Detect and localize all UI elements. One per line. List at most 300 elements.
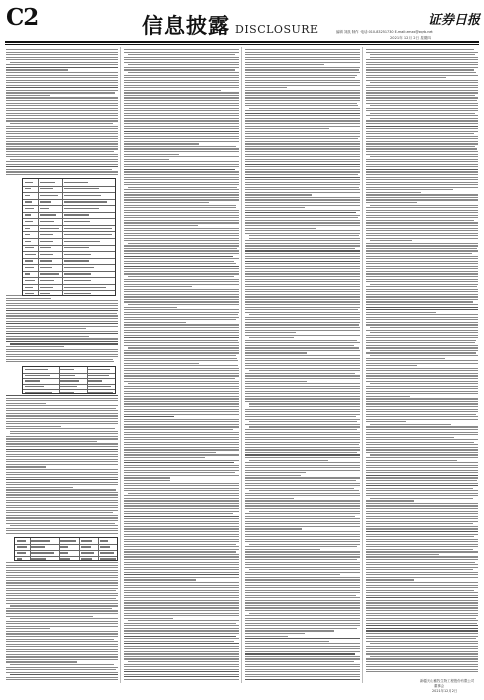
text-line — [366, 199, 478, 200]
text-line — [124, 97, 239, 98]
text-line — [6, 451, 118, 452]
text-line — [124, 439, 239, 440]
table-cell — [64, 254, 91, 255]
text-line — [366, 340, 476, 341]
text-line — [245, 80, 360, 81]
text-line — [366, 301, 473, 302]
text-line — [6, 570, 118, 571]
text-line — [6, 131, 118, 132]
table-cell — [60, 369, 73, 370]
text-line — [124, 651, 239, 652]
text-line — [124, 358, 237, 359]
text-line — [245, 327, 360, 328]
text-line — [6, 69, 68, 70]
text-line — [124, 513, 233, 514]
table-cell — [40, 247, 52, 248]
table-cell — [40, 214, 56, 215]
text-line — [245, 67, 360, 68]
text-line — [124, 146, 236, 147]
text-line — [245, 628, 357, 629]
text-line — [124, 245, 239, 246]
table-cell — [17, 558, 22, 559]
text-line — [6, 646, 118, 647]
text-line — [370, 355, 478, 356]
text-line — [124, 518, 239, 519]
text-line — [245, 531, 360, 532]
table-cell — [17, 540, 26, 541]
text-line — [124, 352, 239, 353]
text-line — [6, 64, 118, 65]
table-cell — [25, 182, 33, 183]
text-line — [124, 296, 239, 297]
text-line — [6, 341, 118, 342]
text-line — [6, 600, 118, 601]
text-line — [245, 381, 307, 382]
text-line — [245, 664, 360, 665]
text-line — [366, 179, 478, 180]
text-line — [124, 368, 239, 369]
table-cell — [64, 182, 88, 183]
text-line — [6, 336, 89, 337]
text-line — [124, 273, 239, 274]
text-line — [245, 263, 360, 264]
text-line — [245, 156, 360, 157]
text-line — [6, 621, 118, 622]
text-line — [6, 523, 115, 524]
text-line — [6, 590, 116, 591]
text-line — [124, 429, 233, 430]
text-line — [6, 654, 118, 655]
text-line — [124, 253, 239, 254]
text-line — [245, 166, 360, 167]
text-line — [245, 350, 360, 351]
table-cell — [40, 182, 55, 183]
table-cell — [40, 287, 53, 288]
text-line — [124, 110, 239, 111]
text-line — [124, 396, 239, 397]
text-line — [245, 401, 360, 402]
text-line — [124, 653, 239, 654]
text-line — [124, 393, 239, 394]
text-line — [245, 536, 360, 537]
text-line — [245, 462, 360, 463]
text-line — [366, 307, 478, 308]
text-line — [124, 182, 239, 183]
text-line — [366, 268, 478, 269]
text-line — [366, 235, 478, 236]
table-cell — [25, 201, 33, 202]
text-line — [366, 465, 478, 466]
text-line — [124, 199, 239, 200]
text-line — [366, 447, 478, 448]
text-line — [366, 623, 477, 624]
text-line — [6, 156, 118, 157]
text-line — [6, 166, 118, 167]
text-line — [124, 365, 238, 366]
text-line — [6, 577, 118, 578]
text-line — [6, 656, 118, 657]
text-line — [124, 207, 236, 208]
text-line — [366, 97, 478, 98]
text-line — [366, 638, 476, 639]
text-line — [124, 159, 169, 160]
text-line — [366, 95, 475, 96]
text-line — [6, 585, 118, 586]
table-cell — [64, 228, 112, 229]
text-line — [366, 245, 478, 246]
text-line — [6, 321, 118, 322]
text-line — [6, 103, 118, 104]
text-line — [366, 671, 478, 672]
text-line — [124, 386, 239, 387]
text-line — [124, 115, 239, 116]
text-line — [124, 505, 239, 506]
text-line — [245, 52, 360, 53]
text-line — [366, 115, 478, 116]
text-line — [6, 108, 118, 109]
text-line — [366, 177, 478, 178]
text-line — [6, 487, 73, 488]
text-line — [245, 454, 360, 455]
text-line — [124, 330, 239, 331]
text-line — [124, 350, 239, 351]
table-cell — [40, 208, 49, 209]
text-line — [245, 330, 360, 331]
text-line — [366, 222, 478, 223]
text-line — [124, 679, 239, 680]
table-cell — [25, 273, 30, 274]
text-line — [366, 569, 473, 570]
text-line — [249, 544, 360, 545]
text-line — [245, 585, 360, 586]
text-line — [6, 482, 118, 483]
text-line — [245, 225, 360, 226]
text-line — [245, 113, 360, 114]
text-line — [124, 623, 236, 624]
text-line — [124, 521, 239, 522]
text-line — [6, 502, 118, 503]
text-line — [124, 641, 234, 642]
text-line — [6, 580, 118, 581]
text-line — [124, 467, 239, 468]
text-line — [366, 202, 417, 203]
text-line — [6, 303, 118, 304]
text-line — [124, 289, 239, 290]
text-line — [370, 57, 478, 58]
text-line — [245, 317, 360, 318]
text-line — [10, 123, 113, 124]
text-line — [366, 330, 478, 331]
text-line — [245, 141, 360, 142]
text-line — [370, 498, 473, 499]
text-line — [245, 363, 360, 364]
text-line — [245, 465, 360, 466]
text-line — [366, 192, 421, 193]
text-line — [249, 403, 360, 404]
text-line — [124, 462, 234, 463]
text-line — [124, 551, 236, 552]
text-line — [245, 245, 360, 246]
text-line — [6, 161, 118, 162]
text-line — [245, 643, 360, 644]
text-line — [245, 299, 360, 300]
text-line — [366, 628, 478, 629]
text-line — [124, 57, 239, 58]
text-line — [124, 477, 170, 478]
text-line — [124, 401, 239, 402]
text-line — [245, 243, 360, 244]
text-line — [245, 95, 360, 96]
text-line — [124, 82, 239, 83]
table-cell — [100, 540, 108, 541]
text-line — [245, 69, 359, 70]
text-line — [366, 317, 478, 318]
text-line — [245, 215, 360, 216]
text-line — [366, 123, 478, 124]
text-line — [6, 403, 46, 404]
text-line — [124, 271, 239, 272]
text-line — [245, 518, 360, 519]
text-line — [6, 472, 118, 473]
text-line — [6, 474, 118, 475]
data-table — [14, 537, 118, 561]
table-cell — [25, 386, 45, 387]
text-line — [245, 600, 360, 601]
text-line — [366, 516, 478, 517]
text-line — [366, 141, 478, 142]
table-column-rule — [98, 538, 99, 560]
text-line — [366, 579, 414, 580]
text-line — [245, 574, 340, 575]
text-line — [245, 523, 360, 524]
text-line — [245, 528, 302, 529]
text-line — [245, 564, 360, 565]
text-line — [245, 383, 360, 384]
text-line — [6, 80, 118, 81]
table-cell — [60, 546, 68, 547]
text-line — [124, 556, 239, 557]
text-line — [366, 585, 478, 586]
text-line — [124, 375, 239, 376]
text-line — [124, 205, 236, 206]
text-line — [124, 286, 192, 287]
column-separator — [120, 47, 121, 683]
text-line — [245, 202, 360, 203]
text-line — [245, 661, 354, 662]
text-line — [128, 383, 239, 384]
text-line — [6, 633, 118, 634]
text-line — [245, 437, 360, 438]
table-cell — [25, 280, 36, 281]
text-line — [366, 72, 476, 73]
text-line — [245, 261, 360, 262]
text-line — [124, 171, 239, 172]
text-line — [124, 342, 239, 343]
text-line — [124, 536, 239, 537]
text-line — [366, 250, 478, 251]
text-line — [366, 534, 478, 535]
text-line — [366, 59, 478, 60]
text-line — [6, 636, 118, 637]
text-line — [124, 419, 239, 420]
text-line — [128, 304, 239, 305]
text-line — [366, 294, 478, 295]
text-line — [249, 314, 360, 315]
text-line — [124, 215, 239, 216]
text-line — [366, 511, 478, 512]
text-line — [124, 572, 239, 573]
text-line — [366, 92, 478, 93]
text-line — [245, 59, 360, 60]
text-line — [6, 151, 114, 152]
text-line — [124, 449, 239, 450]
table-cell — [25, 380, 41, 381]
text-line — [245, 57, 360, 58]
table-cell — [25, 267, 35, 268]
text-line — [366, 648, 478, 649]
text-line — [6, 565, 118, 566]
text-line — [245, 253, 360, 254]
text-line — [6, 59, 118, 60]
text-line — [245, 477, 360, 478]
text-line — [124, 669, 239, 670]
text-line — [245, 335, 360, 336]
text-line — [124, 222, 239, 223]
text-line — [10, 433, 118, 434]
text-line — [366, 337, 478, 338]
text-line — [124, 447, 239, 448]
text-line — [245, 582, 360, 583]
text-line — [245, 556, 360, 557]
text-line — [245, 475, 301, 476]
text-line — [366, 169, 478, 170]
text-line — [245, 503, 360, 504]
table-cell — [88, 369, 109, 370]
text-line — [6, 136, 118, 137]
table-cell — [64, 260, 89, 261]
table-cell — [40, 221, 54, 222]
text-line — [124, 643, 239, 644]
text-line — [124, 409, 239, 410]
text-line — [366, 322, 478, 323]
table-cell — [25, 254, 36, 255]
table-cell — [81, 552, 94, 553]
text-line — [366, 597, 478, 598]
table-cell — [25, 369, 48, 370]
text-line — [6, 410, 118, 411]
table-row-rule — [23, 284, 115, 285]
text-line — [124, 615, 239, 616]
text-line — [6, 351, 118, 352]
text-line — [245, 414, 360, 415]
text-line — [124, 197, 239, 198]
text-line — [366, 266, 478, 267]
text-line — [245, 452, 357, 453]
text-line — [6, 649, 118, 650]
text-line — [366, 345, 478, 346]
text-line — [6, 520, 118, 521]
text-line — [124, 549, 239, 550]
text-line — [366, 449, 478, 450]
text-line — [6, 613, 118, 614]
text-line — [245, 347, 359, 348]
text-line — [124, 80, 239, 81]
text-line — [366, 375, 478, 376]
text-line — [124, 301, 239, 302]
text-line — [366, 401, 478, 402]
text-line — [366, 358, 445, 359]
text-line — [6, 484, 118, 485]
text-line — [366, 131, 478, 132]
table-cell — [64, 208, 99, 209]
text-line — [124, 480, 170, 481]
text-line — [6, 459, 118, 460]
text-line — [245, 228, 316, 229]
text-line — [245, 85, 360, 86]
table-cell — [40, 234, 54, 235]
text-line — [245, 620, 360, 621]
text-line — [366, 641, 478, 642]
text-line — [124, 266, 239, 267]
table-cell — [81, 540, 92, 541]
table-cell — [64, 234, 112, 235]
text-line — [6, 595, 118, 596]
text-line — [124, 235, 239, 236]
text-line — [366, 618, 476, 619]
text-line — [245, 444, 359, 445]
text-line — [6, 133, 118, 134]
text-line — [124, 217, 239, 218]
table-row-rule — [23, 271, 115, 272]
table-cell — [25, 234, 31, 235]
text-line — [124, 100, 239, 101]
text-line — [366, 587, 478, 588]
text-line — [124, 676, 239, 677]
text-line — [366, 521, 478, 522]
text-line — [245, 386, 360, 387]
text-line — [6, 305, 118, 306]
table-cell — [100, 558, 117, 559]
table-cell — [25, 247, 34, 248]
newspaper-logo: 证券日报 — [428, 13, 481, 28]
text-line — [245, 595, 356, 596]
text-line — [6, 326, 118, 327]
table-cell — [25, 260, 33, 261]
text-line — [245, 322, 360, 323]
text-line — [124, 454, 239, 455]
text-line — [6, 346, 64, 347]
text-line — [366, 503, 478, 504]
text-line — [124, 465, 239, 466]
text-line — [6, 318, 118, 319]
text-line — [245, 365, 360, 366]
text-line — [366, 625, 478, 626]
text-line — [6, 449, 118, 450]
text-line — [249, 235, 359, 236]
text-line — [245, 457, 360, 458]
text-line — [124, 577, 239, 578]
text-line — [245, 169, 360, 170]
text-line — [6, 628, 50, 629]
text-line — [128, 72, 239, 73]
text-line — [245, 212, 356, 213]
text-line — [6, 128, 118, 129]
text-line — [366, 409, 478, 410]
text-line — [245, 508, 360, 509]
text-line — [366, 312, 436, 313]
text-line — [370, 656, 478, 657]
text-line — [245, 126, 360, 127]
